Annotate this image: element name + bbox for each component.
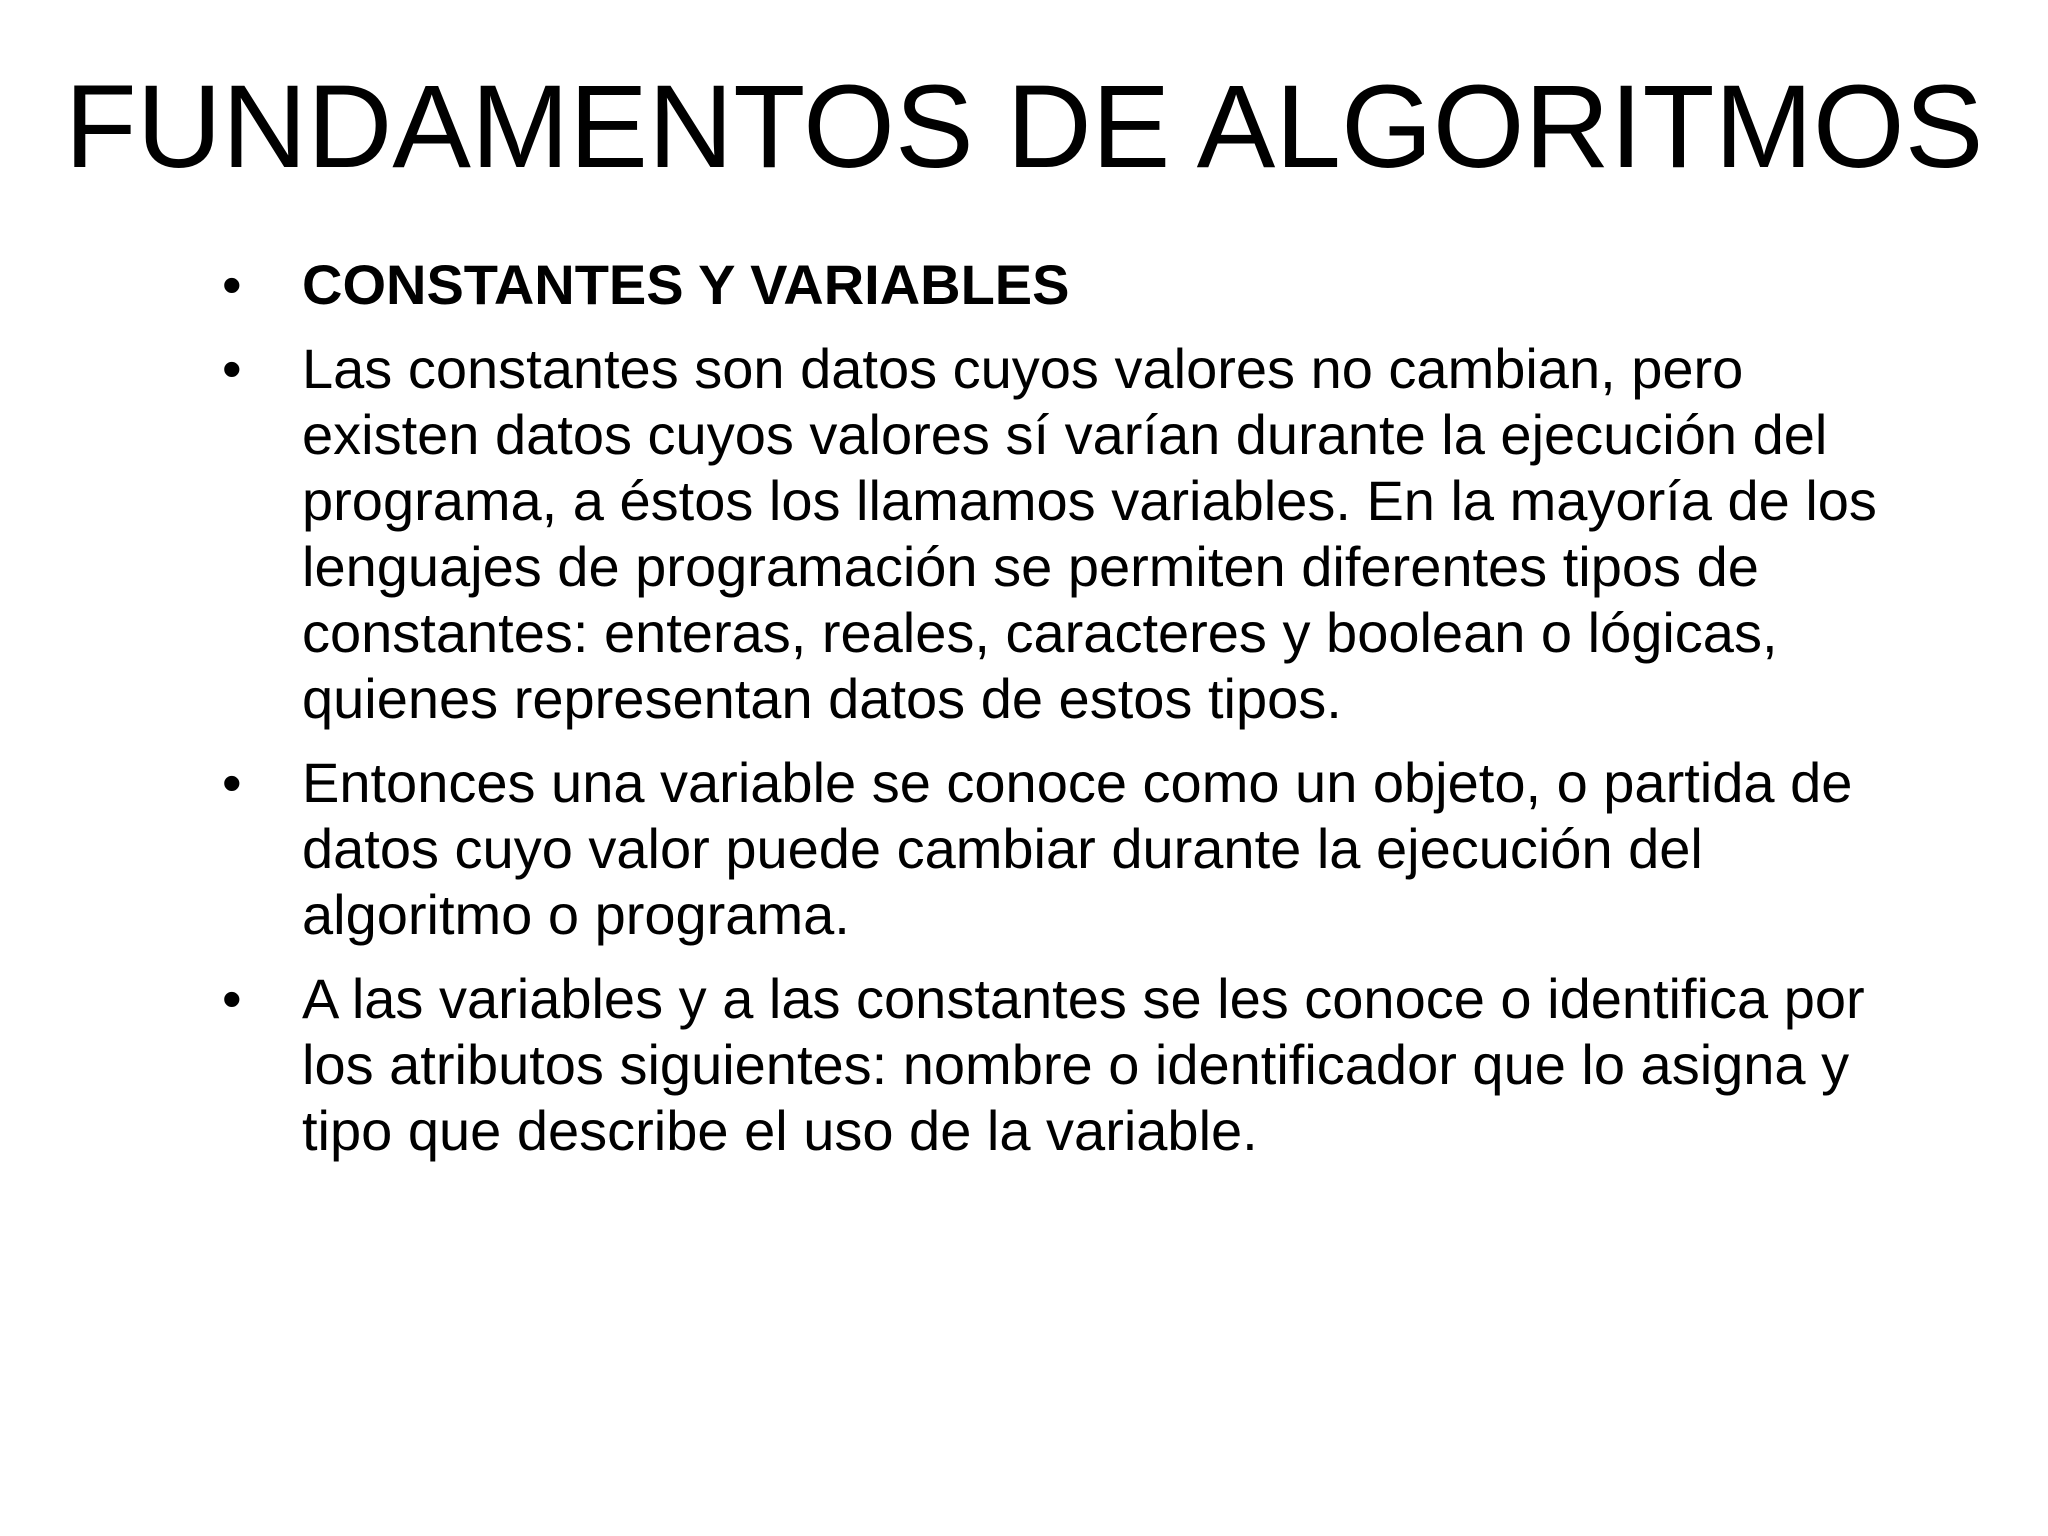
bullet-icon: • — [222, 253, 242, 316]
bullet-icon: • — [222, 967, 242, 1030]
bullet-text: Las constantes son datos cuyos valores no cambian, pero existen datos cuyos valores sí varían durante la ejecución del programa, a éstos los llamamos variables. En la mayoría de los lenguajes de programación se permiten diferentes tipos de constantes: enteras, reales, caracteres y boolean o lógicas, quienes representan datos de estos tipos. — [302, 337, 1877, 730]
slide-title: FUNDAMENTOS DE ALGORITMOS — [64, 61, 1984, 193]
bullet-text: CONSTANTES Y VARIABLES — [302, 253, 1070, 316]
bullet-item — [210, 336, 1930, 732]
bullet-item-heading — [210, 252, 1930, 318]
bullet-text: Entonces una variable se conoce como un objeto, o partida de datos cuyo valor puede cambiar durante la ejecución del algoritmo o programa. — [302, 751, 1853, 946]
bullet-text: A las variables y a las constantes se les conoce o identifica por los atributos siguientes: nombre o identificador que lo asigna y tipo que describe el uso de la variable. — [302, 967, 1865, 1162]
bullet-item — [210, 966, 1930, 1164]
bullet-icon: • — [222, 751, 242, 814]
bullet-list — [210, 252, 1930, 1182]
bullet-item — [210, 750, 1930, 948]
bullet-icon: • — [222, 337, 242, 400]
